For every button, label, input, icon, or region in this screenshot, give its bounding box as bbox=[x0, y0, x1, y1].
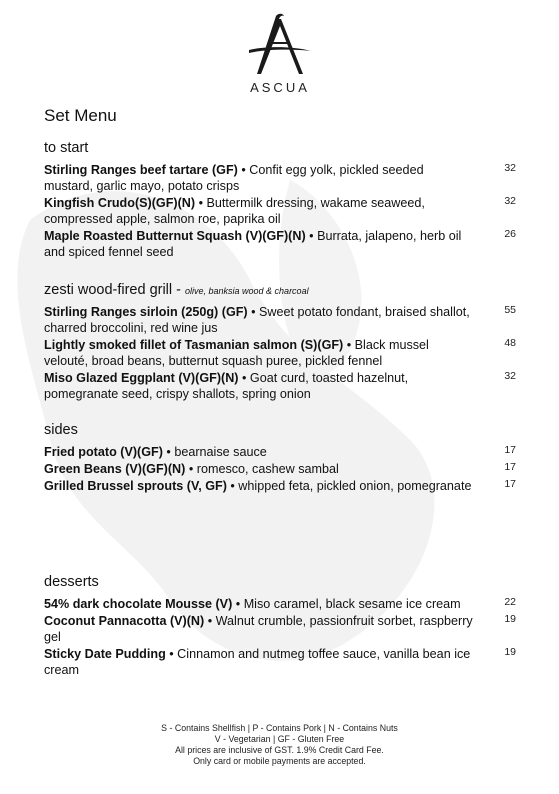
menu-item bbox=[44, 596, 514, 612]
menu-item-name: Green Beans (V)(GF)(N) bbox=[44, 462, 186, 476]
menu-item-name: 54% dark chocolate Mousse (V) bbox=[44, 597, 233, 611]
menu-item-name: Stirling Ranges beef tartare (GF) bbox=[44, 163, 238, 177]
ascua-logo-icon bbox=[245, 12, 315, 78]
menu-item-name: Stirling Ranges sirloin (250g) (GF) bbox=[44, 305, 248, 319]
menu-item-name: Miso Glazed Eggplant (V)(GF)(N) bbox=[44, 371, 239, 385]
menu-item-name: Grilled Brussel sprouts (V, GF) bbox=[44, 479, 227, 493]
menu-item-description: • Miso caramel, black sesame ice cream bbox=[232, 597, 461, 611]
menu-item bbox=[44, 370, 514, 402]
section-heading-text: desserts bbox=[44, 574, 99, 590]
section-desserts bbox=[44, 574, 514, 679]
menu-item bbox=[44, 444, 514, 460]
section-heading bbox=[44, 422, 514, 438]
menu-item-price: 55 bbox=[504, 304, 516, 316]
menu-item-description: • romesco, cashew sambal bbox=[185, 462, 339, 476]
menu-item-price: 19 bbox=[504, 613, 516, 625]
brand-name: ASCUA bbox=[250, 80, 310, 95]
menu-item-price: 17 bbox=[504, 444, 516, 456]
section-heading-text: zesti wood-fired grill - bbox=[44, 282, 181, 298]
menu-item bbox=[44, 613, 514, 645]
menu-item bbox=[44, 228, 514, 260]
menu-item-name: Coconut Pannacotta (V)(N) bbox=[44, 614, 205, 628]
menu-item-description: • Confit egg yolk, pickled seeded mustard, garlic mayo, potato crisps bbox=[44, 163, 424, 193]
menu-item-price: 48 bbox=[504, 337, 516, 349]
footer-line-allergens: S - Contains Shellfish | P - Contains Pork | N - Contains Nuts bbox=[161, 723, 398, 733]
menu-item bbox=[44, 646, 514, 678]
menu-item-description: • Goat curd, toasted hazelnut, pomegranate seed, crispy shallots, spring onion bbox=[44, 371, 409, 401]
section-heading bbox=[44, 282, 514, 298]
brand-logo bbox=[235, 12, 325, 95]
menu-item bbox=[44, 461, 514, 477]
menu-item-name: Sticky Date Pudding bbox=[44, 647, 166, 661]
menu-item bbox=[44, 162, 514, 194]
menu-item-price: 32 bbox=[504, 195, 516, 207]
menu-item-description: • whipped feta, pickled onion, pomegranate bbox=[226, 479, 472, 493]
menu-item-price: 17 bbox=[504, 461, 516, 473]
menu-item-price: 17 bbox=[504, 478, 516, 490]
menu-item-description: • Buttermilk dressing, wakame seaweed, compressed apple, salmon roe, paprika oil bbox=[44, 196, 425, 226]
menu-item-description: • Black mussel velouté, broad beans, butternut squash puree, pickled fennel bbox=[44, 338, 429, 368]
menu-item-name: Fried potato (V)(GF) bbox=[44, 445, 163, 459]
menu-item-price: 26 bbox=[504, 228, 516, 240]
footer-line-dietary: V - Vegetarian | GF - Gluten Free bbox=[214, 734, 345, 744]
section-sides bbox=[44, 422, 514, 495]
menu-item-description: • Cinnamon and nutmeg toffee sauce, vanilla bean ice cream bbox=[44, 647, 471, 677]
section-heading-note: olive, banksia wood & charcoal bbox=[185, 286, 309, 296]
page-title: Set Menu bbox=[44, 106, 117, 125]
section-heading-text: to start bbox=[44, 140, 89, 156]
menu-item-price: 19 bbox=[504, 646, 516, 658]
menu-item bbox=[44, 304, 514, 336]
menu-item bbox=[44, 337, 514, 369]
section-heading-text: sides bbox=[44, 422, 78, 438]
footer-line-payments: Only card or mobile payments are accepted. bbox=[193, 756, 366, 766]
menu-item bbox=[44, 195, 514, 227]
menu-item-description: • Sweet potato fondant, braised shallot, charred broccolini, red wine jus bbox=[44, 305, 470, 335]
footer-notes bbox=[0, 723, 559, 767]
menu-item bbox=[44, 478, 514, 494]
section-wood-fired-grill bbox=[44, 282, 514, 403]
section-heading bbox=[44, 140, 514, 156]
menu-item-price: 32 bbox=[504, 162, 516, 174]
menu-item-description: • bearnaise sauce bbox=[162, 445, 267, 459]
menu-item-price: 22 bbox=[504, 596, 516, 608]
menu-item-name: Lightly smoked fillet of Tasmanian salmon (S)(GF) bbox=[44, 338, 344, 352]
menu-item-name: Maple Roasted Butternut Squash (V)(GF)(N) bbox=[44, 229, 306, 243]
menu-item-description: • Walnut crumble, passionfruit sorbet, raspberry gel bbox=[44, 614, 473, 644]
section-to-start bbox=[44, 140, 514, 261]
menu-item-price: 32 bbox=[504, 370, 516, 382]
section-heading bbox=[44, 574, 514, 590]
menu-item-name: Kingfish Crudo(S)(GF)(N) bbox=[44, 196, 196, 210]
menu-item-description: • Burrata, jalapeno, herb oil and spiced fennel seed bbox=[44, 229, 462, 259]
footer-line-prices: All prices are inclusive of GST. 1.9% Credit Card Fee. bbox=[175, 745, 384, 755]
